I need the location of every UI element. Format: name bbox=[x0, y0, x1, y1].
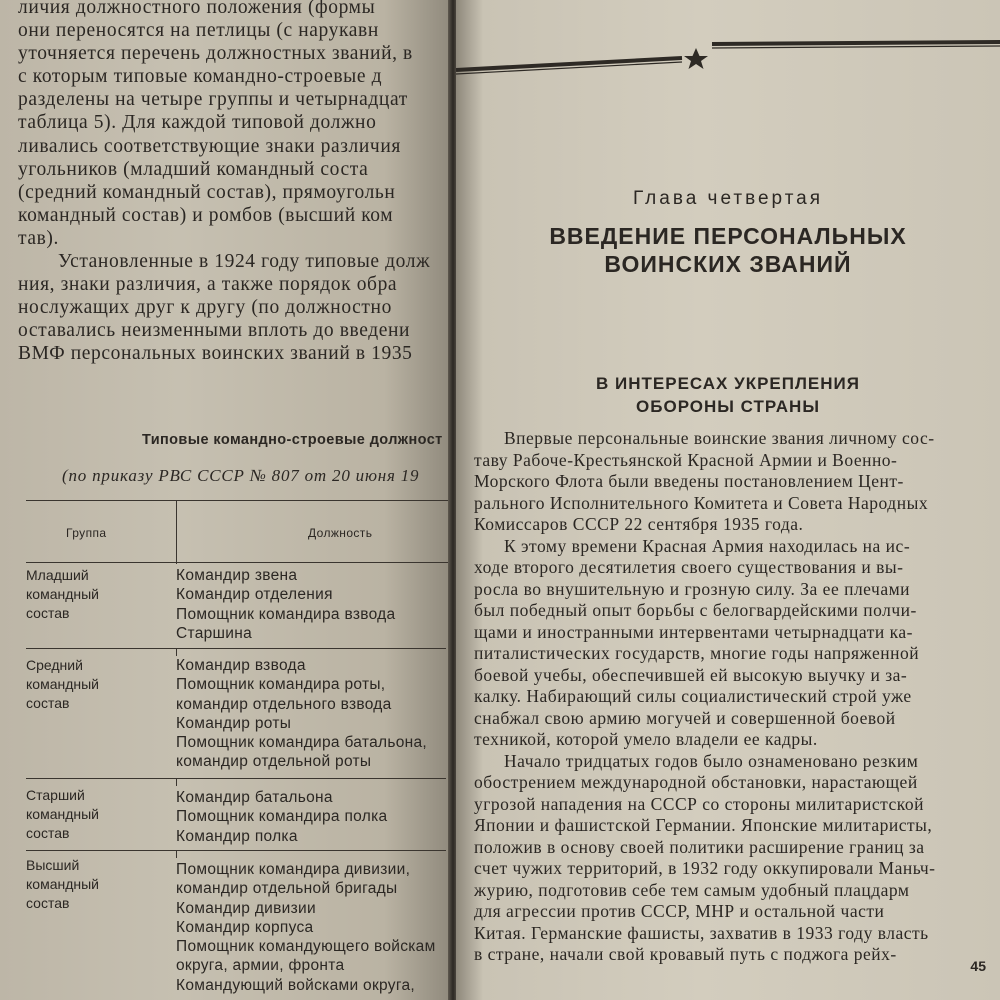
position-line: Командир полка bbox=[176, 827, 298, 845]
star-rule-ornament bbox=[456, 38, 1000, 78]
positions-middle bbox=[176, 656, 427, 772]
left-page-content bbox=[18, 0, 452, 366]
text-line: угрозой нападения на СССР со стороны милитаристской bbox=[474, 793, 924, 814]
section-title-line: ОБОРОНЫ СТРАНЫ bbox=[636, 397, 820, 416]
text-line: боевой учебы, обеспечившей ей высокую выучку и за- bbox=[474, 664, 908, 685]
position-line: Старшина bbox=[176, 624, 253, 642]
text-line: был победный опыт борьбы с белогвардейскими полчи- bbox=[474, 600, 917, 620]
text-line: журию, подготовив себе тем самым удобный плацдарм bbox=[474, 879, 910, 900]
table-row-divider bbox=[176, 778, 177, 786]
text-line: Комиссаров СССР 22 сентября 1935 года. bbox=[474, 514, 804, 534]
section-title bbox=[456, 372, 1000, 418]
table-row-divider bbox=[176, 850, 177, 858]
table-row-rule bbox=[26, 850, 446, 851]
position-line: командир отдельной бригады bbox=[176, 880, 398, 898]
position-line: Помощник командира взвода bbox=[176, 605, 396, 623]
table-row-rule bbox=[26, 778, 446, 779]
text-line: они переносятся на петлицы (с нарукавн bbox=[18, 20, 379, 42]
right-page bbox=[456, 0, 1000, 1000]
table-row-rule bbox=[26, 648, 446, 649]
text-line: счет чужих территорий, в 1932 году оккупировали Маньч- bbox=[474, 858, 936, 878]
table-subtitle: (по приказу РВС СССР № 807 от 20 июня 19 bbox=[62, 466, 420, 485]
group-name-line: состав bbox=[26, 825, 70, 841]
text-line: положив в основу своей политики расширение границ за bbox=[474, 836, 925, 857]
text-line: ния, знаки различия, а также порядок обра bbox=[18, 274, 398, 296]
position-line: Командир звена bbox=[176, 567, 298, 584]
group-name-line: Старший bbox=[26, 787, 85, 803]
text-line: угольников (младший командный соста bbox=[18, 158, 369, 180]
text-line: калку. Набирающий силы социалистический строй уже bbox=[474, 686, 912, 706]
text-line: рального Исполнительного Комитета и Совета Народных bbox=[474, 492, 929, 513]
text-line: таву Рабоче-Крестьянской Красной Армии и Военно- bbox=[474, 449, 898, 470]
chapter-label: Глава четвертая bbox=[632, 188, 824, 209]
chapter-title-line: ВОИНСКИХ ЗВАНИЙ bbox=[604, 251, 852, 277]
group-name-line: состав bbox=[26, 605, 70, 621]
left-page-paragraph-1 bbox=[18, 0, 452, 366]
position-line: Командир дивизии bbox=[176, 899, 316, 917]
position-line: Помощник командира дивизии, bbox=[176, 861, 411, 878]
group-junior bbox=[26, 566, 166, 623]
text-line: личия должностного положения (формы bbox=[18, 0, 376, 18]
positions-senior bbox=[176, 788, 387, 846]
group-name-line: состав bbox=[26, 895, 70, 911]
text-line: К этому времени Красная Армия находилась на ис- bbox=[504, 535, 911, 556]
positions-table bbox=[26, 500, 452, 1000]
group-name-line: Высший bbox=[26, 857, 80, 873]
column-header-group: Группа bbox=[66, 526, 107, 540]
text-line: Установленные в 1924 году типовые долж bbox=[58, 251, 431, 273]
table-title: Типовые командно-строевые должност bbox=[142, 432, 443, 448]
group-senior bbox=[26, 786, 166, 843]
text-line: обострением международной обстановки, нарастающей bbox=[474, 772, 918, 792]
text-line: ВМФ персональных воинских званий в 1935 bbox=[18, 343, 413, 365]
position-line: Помощник командира роты, bbox=[176, 676, 386, 694]
right-page-body bbox=[474, 428, 994, 966]
star-icon bbox=[684, 48, 708, 69]
group-name-line: командный bbox=[26, 586, 99, 602]
page-number: 45 bbox=[970, 958, 986, 974]
position-line: командир отдельного взвода bbox=[176, 695, 392, 713]
table-top-rule bbox=[26, 500, 452, 501]
text-line: Начало тридцатых годов было ознаменовано резким bbox=[504, 750, 919, 771]
text-line: нослужащих друг к другу (по должностно bbox=[18, 297, 392, 319]
text-line: Впервые персональные воинские звания личному сос- bbox=[504, 428, 935, 448]
section-title-line: В ИНТЕРЕСАХ УКРЕПЛЕНИЯ bbox=[596, 374, 860, 393]
table-row-divider bbox=[176, 648, 177, 656]
text-line: тав). bbox=[18, 227, 59, 249]
column-header-position: Должность bbox=[308, 526, 373, 540]
position-line: Помощник командующего войскам bbox=[176, 938, 436, 956]
text-line: с которым типовые командно-строевые д bbox=[18, 66, 383, 88]
left-page bbox=[0, 0, 452, 1000]
positions-top bbox=[176, 860, 436, 995]
text-line: командный состав) и ромбов (высший ком bbox=[18, 204, 394, 226]
text-line: уточняется перечень должностных званий, в bbox=[18, 43, 413, 65]
positions-junior bbox=[176, 566, 395, 643]
position-line: округа, армии, фронта bbox=[176, 957, 345, 975]
text-line: для агрессии против СССР, МНР и остальной части bbox=[474, 901, 885, 921]
text-line: (средний командный состав), прямоугольн bbox=[18, 181, 396, 203]
chapter-title-line: ВВЕДЕНИЕ ПЕРСОНАЛЬНЫХ bbox=[549, 223, 907, 249]
position-line: Командующий войсками округа, bbox=[176, 976, 415, 994]
group-name-line: командный bbox=[26, 876, 99, 892]
position-line: командир отдельной роты bbox=[176, 753, 372, 771]
text-line: щами и иностранными интервентами четырнадцати ка- bbox=[474, 621, 913, 642]
group-name-line: Средний bbox=[26, 657, 83, 673]
position-line: Командир батальона bbox=[176, 789, 333, 806]
group-middle bbox=[26, 656, 166, 713]
table-header-rule bbox=[26, 562, 452, 563]
text-line: снабжал свою армию могучей и совершенной боевой bbox=[474, 707, 896, 728]
text-line: Морского Флота были введены постановлением Цент- bbox=[474, 471, 904, 491]
text-line: в стране, начали свой кровавый путь с поджога рейх- bbox=[474, 944, 897, 964]
table-header-divider bbox=[176, 500, 177, 564]
text-line: Китая. Германские фашисты, захватив в 1933 году власть bbox=[474, 922, 929, 943]
position-line: Командир отделения bbox=[176, 586, 333, 604]
text-line: техникой, которой умело владели ее кадры. bbox=[474, 729, 818, 749]
text-line: росла во внушительную и грозную силу. За ее плечами bbox=[474, 578, 911, 599]
group-name-line: Младший bbox=[26, 567, 89, 583]
text-line: оставались неизменными вплоть до введени bbox=[18, 320, 411, 342]
group-name-line: командный bbox=[26, 676, 99, 692]
text-line: ходе второго десятилетия своего существования и вы- bbox=[474, 557, 904, 577]
group-name-line: командный bbox=[26, 806, 99, 822]
chapter-title bbox=[456, 222, 1000, 278]
text-line: разделены на четыре группы и четырнадцат bbox=[18, 89, 408, 111]
group-name-line: состав bbox=[26, 695, 70, 711]
position-line: Помощник командира батальона, bbox=[176, 734, 428, 752]
position-line: Командир корпуса bbox=[176, 918, 314, 936]
text-line: питалистических государств, многие годы напряженной bbox=[474, 643, 920, 663]
position-line: Помощник командира полка bbox=[176, 808, 388, 826]
group-top bbox=[26, 856, 166, 913]
text-line: Японии и фашистской Германии. Японские милитаристы, bbox=[474, 815, 933, 835]
position-line: Командир роты bbox=[176, 714, 292, 732]
text-line: ливались соответствующие знаки различия bbox=[18, 135, 401, 157]
text-line: таблица 5). Для каждой типовой должно bbox=[18, 112, 377, 134]
position-line: Командир взвода bbox=[176, 657, 306, 674]
